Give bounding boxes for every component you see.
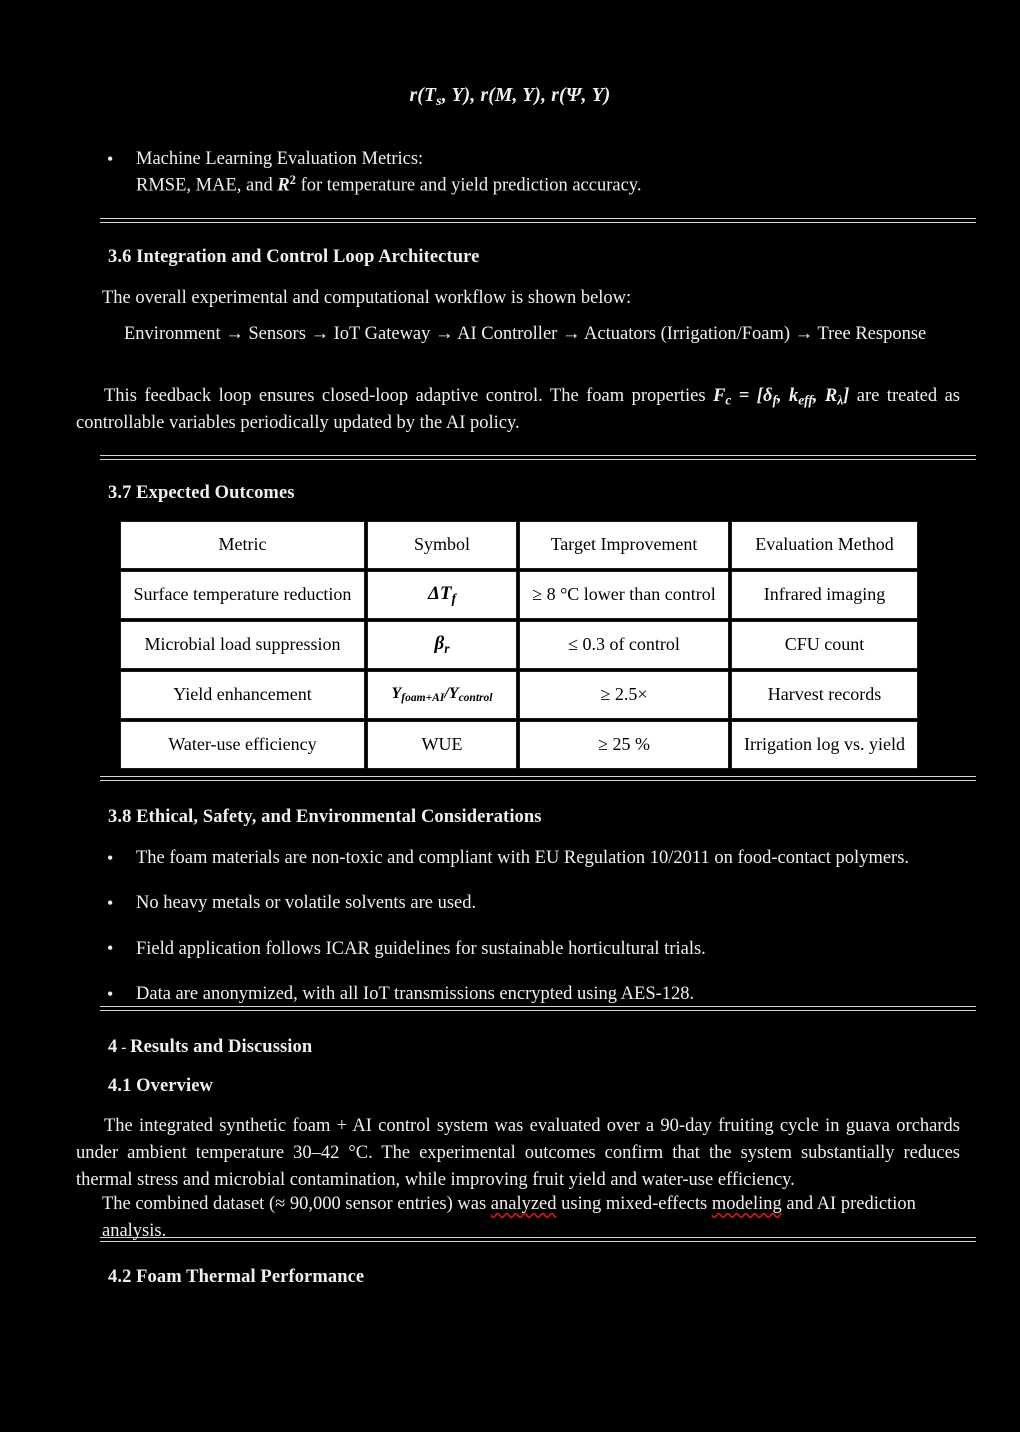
formula-part-3: Ψ, Y) <box>565 85 611 106</box>
cell-metric: Water-use efficiency <box>120 721 365 769</box>
cell-target: ≥ 25 % <box>519 721 729 769</box>
table-row <box>120 571 918 619</box>
bullet-glyph: • <box>107 148 114 169</box>
ml-metrics-line2-suffix: for temperature and yield prediction accuracy. <box>295 175 642 196</box>
heading-3-6: 3.6 Integration and Control Loop Architecture <box>108 247 480 267</box>
dataset-text-c: and AI prediction analysis. <box>102 1194 916 1241</box>
cell-target: ≥ 2.5× <box>519 671 729 719</box>
symbol-subscript: foam+AI <box>401 692 445 705</box>
spellcheck-word-modeling: modeling <box>711 1194 782 1214</box>
symbol-base: β <box>434 632 445 654</box>
cell-target: ≤ 0.3 of control <box>519 621 729 669</box>
formula-part-1: r(T <box>409 85 437 106</box>
expected-outcomes-table <box>118 519 920 771</box>
cell-target: ≥ 8 °C lower than control <box>519 571 729 619</box>
paragraph-4-1-overview: The integrated synthetic foam + AI control system was evaluated over a 90-day fruiting cycle in guava orchards under ambient temperature 30–42 °C. The experimental outcomes confirm that the system substantially reduces thermal stress and microbial contamination, while improving fruit yield and water-use efficiency. <box>76 1116 960 1190</box>
ethics-bullet-list <box>88 845 938 1007</box>
cell-method: Harvest records <box>731 671 918 719</box>
list-item <box>88 845 938 871</box>
heading-4-2: 4.2 Foam Thermal Performance <box>108 1267 365 1287</box>
feedback-text-b: are treated as controllable variables periodically updated by the AI policy. <box>76 386 961 434</box>
symbol-base-2: Y <box>448 684 459 702</box>
column-header-method: Evaluation Method <box>731 521 918 569</box>
ml-metrics-line2-prefix: RMSE, MAE, and <box>136 175 278 196</box>
dataset-text-b: using mixed-effects <box>556 1194 712 1214</box>
foam-properties-formula: $F_c = [\delta_f$, $k_{eff}$, $R_\lambda$] <box>713 386 850 408</box>
ethics-bullet-text: Field application follows ICAR guidelines for sustainable horticultural trials. <box>136 938 706 959</box>
table-row <box>120 621 918 669</box>
symbol-base: ΔT <box>427 582 452 604</box>
expected-outcomes-table-wrapper <box>118 519 910 771</box>
formula-subscript-s: s <box>436 92 442 109</box>
dataset-text-a: The combined dataset (≈ 90,000 sensor entries) was <box>102 1194 491 1214</box>
symbol-slash: / <box>444 684 449 702</box>
heading-4-number: 4 <box>108 1037 118 1057</box>
cell-symbol <box>367 571 517 619</box>
section-divider <box>100 455 976 460</box>
cell-symbol <box>367 621 517 669</box>
cell-metric: Microbial load suppression <box>120 621 365 669</box>
section-divider <box>100 1006 976 1011</box>
heading-3-7: 3.7 Expected Outcomes <box>108 483 295 503</box>
r-squared-exponent: 2 <box>289 173 296 188</box>
column-header-symbol: Symbol <box>367 521 517 569</box>
cell-symbol <box>367 671 517 719</box>
ml-metrics-list <box>88 146 908 199</box>
symbol-subscript: f <box>451 590 457 606</box>
cell-metric: Surface temperature reduction <box>120 571 365 619</box>
ml-metrics-line1: Machine Learning Evaluation Metrics: <box>136 149 424 169</box>
ethics-bullet-text: The foam materials are non-toxic and compliant with EU Regulation 10/2011 on food-contact polymers. <box>136 848 910 868</box>
ethics-bullet-text: No heavy metals or volatile solvents are used. <box>136 893 477 914</box>
table-header-row <box>120 521 918 569</box>
r-squared-symbol: R <box>277 175 290 196</box>
list-item <box>88 890 938 916</box>
symbol-base: Y <box>391 684 402 702</box>
cell-metric: Yield enhancement <box>120 671 365 719</box>
heading-4-1: 4.1 Overview <box>108 1076 213 1096</box>
list-item <box>88 981 938 1007</box>
list-item <box>88 146 908 199</box>
workflow-chain: Environment → Sensors → IoT Gateway → AI Controller → Actuators (Irrigation/Foam) → Tree Response <box>124 324 927 344</box>
table-row <box>120 671 918 719</box>
section-divider <box>100 1237 976 1242</box>
paragraph-3-6-intro: The overall experimental and computational workflow is shown below: <box>102 288 632 308</box>
heading-4 <box>108 1037 312 1058</box>
paragraph-feedback-loop <box>76 383 960 437</box>
cell-method: CFU count <box>731 621 918 669</box>
cell-method: Infrared imaging <box>731 571 918 619</box>
bullet-glyph: • <box>107 938 114 959</box>
table-row <box>120 721 918 769</box>
list-item <box>88 936 938 962</box>
heading-4-title: Results and Discussion <box>130 1037 313 1057</box>
column-header-target: Target Improvement <box>519 521 729 569</box>
bullet-glyph: • <box>107 893 114 914</box>
symbol-subscript-2: control <box>458 692 493 705</box>
bullet-glyph: • <box>107 847 114 868</box>
ethics-bullet-text: Data are anonymized, with all IoT transmissions encrypted using AES-128. <box>136 983 695 1004</box>
symbol-subscript: r <box>444 640 450 656</box>
heading-3-8: 3.8 Ethical, Safety, and Environmental Considerations <box>108 807 542 827</box>
cell-method: Irrigation log vs. yield <box>731 721 918 769</box>
column-header-metric: Metric <box>120 521 365 569</box>
section-divider <box>100 776 976 781</box>
section-divider <box>100 218 976 223</box>
heading-4-dash: - <box>117 1040 131 1056</box>
bullet-glyph: • <box>107 983 114 1004</box>
feedback-text-a: This feedback loop ensures closed-loop adaptive control. The foam properties <box>104 386 714 406</box>
cell-symbol: WUE <box>367 721 517 769</box>
spellcheck-word-analyzed: analyzed <box>490 1194 557 1214</box>
correlation-formula <box>0 85 1020 110</box>
formula-part-2: , Y), r(M, Y), r( <box>441 85 566 106</box>
